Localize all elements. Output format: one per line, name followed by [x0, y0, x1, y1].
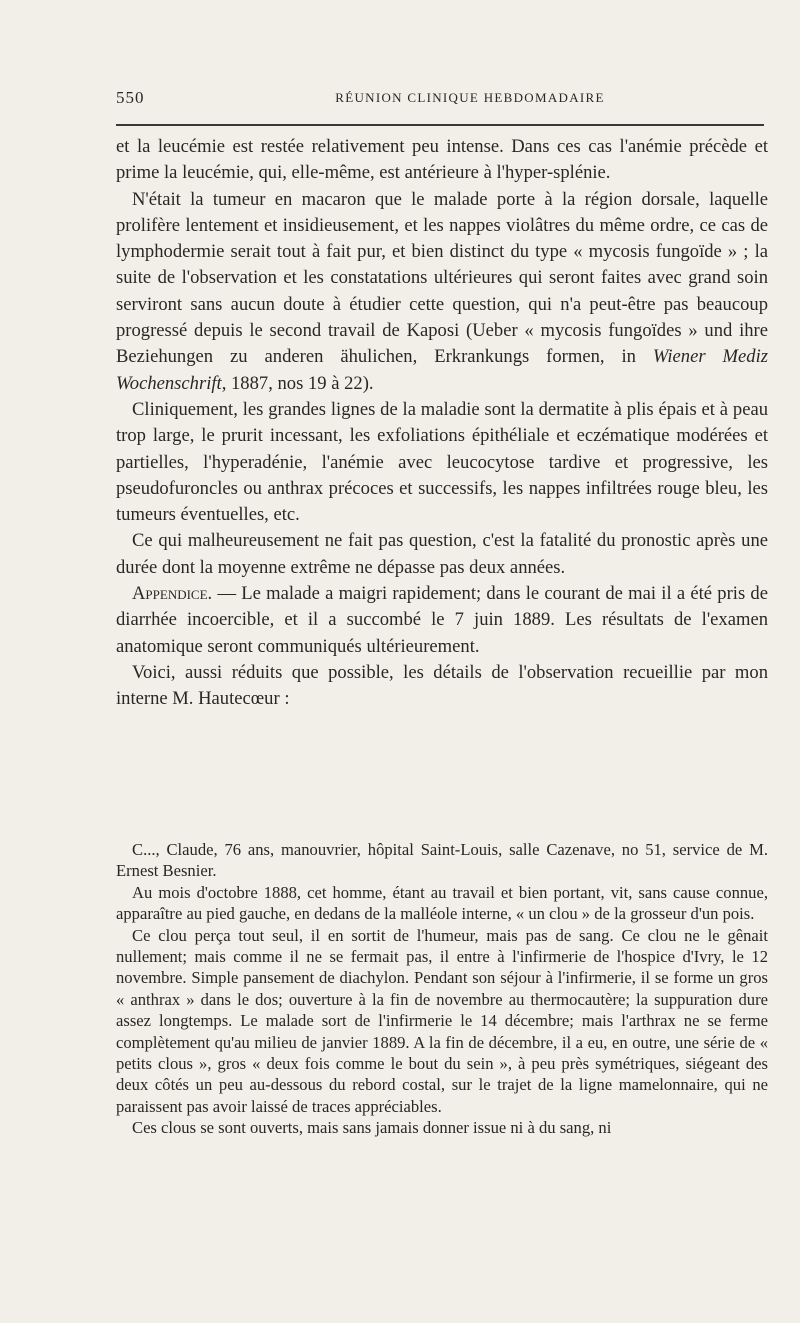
paragraph-cliniquement: Cliniquement, les grandes lignes de la maladie sont la dermatite à plis épais et à peau trop large, le prurit incessant, les exfoliations épithéliale et eczématique modérées et partielles, l'hyperadénie, l'anémie avec leucocytose tardive et progressive, les pseudofuroncles ou anthrax précoces et successifs, les nappes infiltrées rouge bleu, les tumeurs éventuelles, etc.: [116, 398, 768, 526]
running-title: RÉUNION CLINIQUE HEBDOMADAIRE: [335, 90, 605, 105]
observation-paragraph: Ce clou perça tout seul, il en sortit de l'humeur, mais pas de sang. Ce clou ne le gênait nullement; mais comme il ne se fermait pas, il entre à l'infirmerie de l'hospice d'Ivry, le 12 novembre. Simple pansement de diachylon. Pendant son séjour à l'infirmerie, il se forme un gros « anthrax » dans le dos; ouverture à la fin de novembre au thermocautère; la suppuration dure assez longtemps. Le malade sort de l'infirmerie le 14 décembre; mais l'arthrax ne se ferme complètement qu'au milieu de janvier 1889. A la fin de décembre, il a eu, en outre, une série de « petits clous », gros « deux fois comme le bout du sein », à peu près symétriques, siégeant des deux côtés un peu au-dessous du rebord costal, sur le trajet de la ligne mamelonnaire, qui ne paraissent pas avoir laissé de traces appréciables.: [116, 925, 768, 1116]
page-header: [116, 88, 764, 118]
paragraph-text: , 1887, nos 19 à 22).: [221, 372, 374, 394]
observation-paragraph: Ces clous se sont ouverts, mais sans jamais donner issue ni à du sang, ni: [132, 1118, 612, 1138]
header-rule: [116, 124, 764, 126]
paragraph-voici: Voici, aussi réduits que possible, les détails de l'observation recueillie par mon interne M. Hautecœur :: [116, 661, 768, 710]
paragraph-pronostic: Ce qui malheureusement ne fait pas question, c'est la fatalité du pronostic après une durée dont la moyenne extrême ne dépasse pas deux années.: [116, 530, 768, 578]
paragraph-tumeur: [116, 187, 768, 397]
observation-text: [116, 839, 768, 1139]
paragraph-text: N'était la tumeur en macaron que le malade porte à la région dorsale, laquelle prolifère lentement et insidieusement, et les nappes violâtres du même ordre, ce cas de lymphodermie serait tout à fait pur, et bien distinct du type « mycosis fungoïde » ; la suite de l'observation et les constatations ultérieures qui seront faites avec grand soin serviront sans aucun doute à étudier cette question, qui n'a peut-être pas beaucoup progressé depuis le second travail de Kaposi (Ueber « mycosis fungoïdes » und ihre Beziehungen zu anderen ähulichen, Erkrankungs formen, in: [116, 188, 768, 368]
appendice-label: Appendice.: [132, 583, 213, 605]
paragraph-text: — Le malade a maigri rapidement; dans le courant de mai il a été pris de diarrhée incoercible, et il a succombé le 7 juin 1889. Les résultats de l'examen anatomique seront communiqués ultérieurement.: [116, 583, 768, 657]
journal-title: Wiener Mediz Wochenschrift: [116, 346, 768, 394]
observation-paragraph: C..., Claude, 76 ans, manouvrier, hôpital Saint-Louis, salle Cazenave, no 51, service de M. Ernest Besnier.: [116, 840, 768, 881]
main-text: [116, 134, 768, 713]
paragraph-appendice: [116, 581, 768, 660]
paragraph-continuation: et la leucémie est restée relativement peu intense. Dans ces cas l'anémie précède et prime la leucémie, qui, elle-même, est antérieure à l'hyper-splénie.: [116, 136, 768, 184]
observation-paragraph: Au mois d'octobre 1888, cet homme, étant au travail et bien portant, vit, sans cause connue, apparaître au pied gauche, en dedans de la malléole interne, « un clou » de la grosseur d'un pois.: [116, 882, 768, 924]
page-number: 550: [116, 88, 145, 107]
